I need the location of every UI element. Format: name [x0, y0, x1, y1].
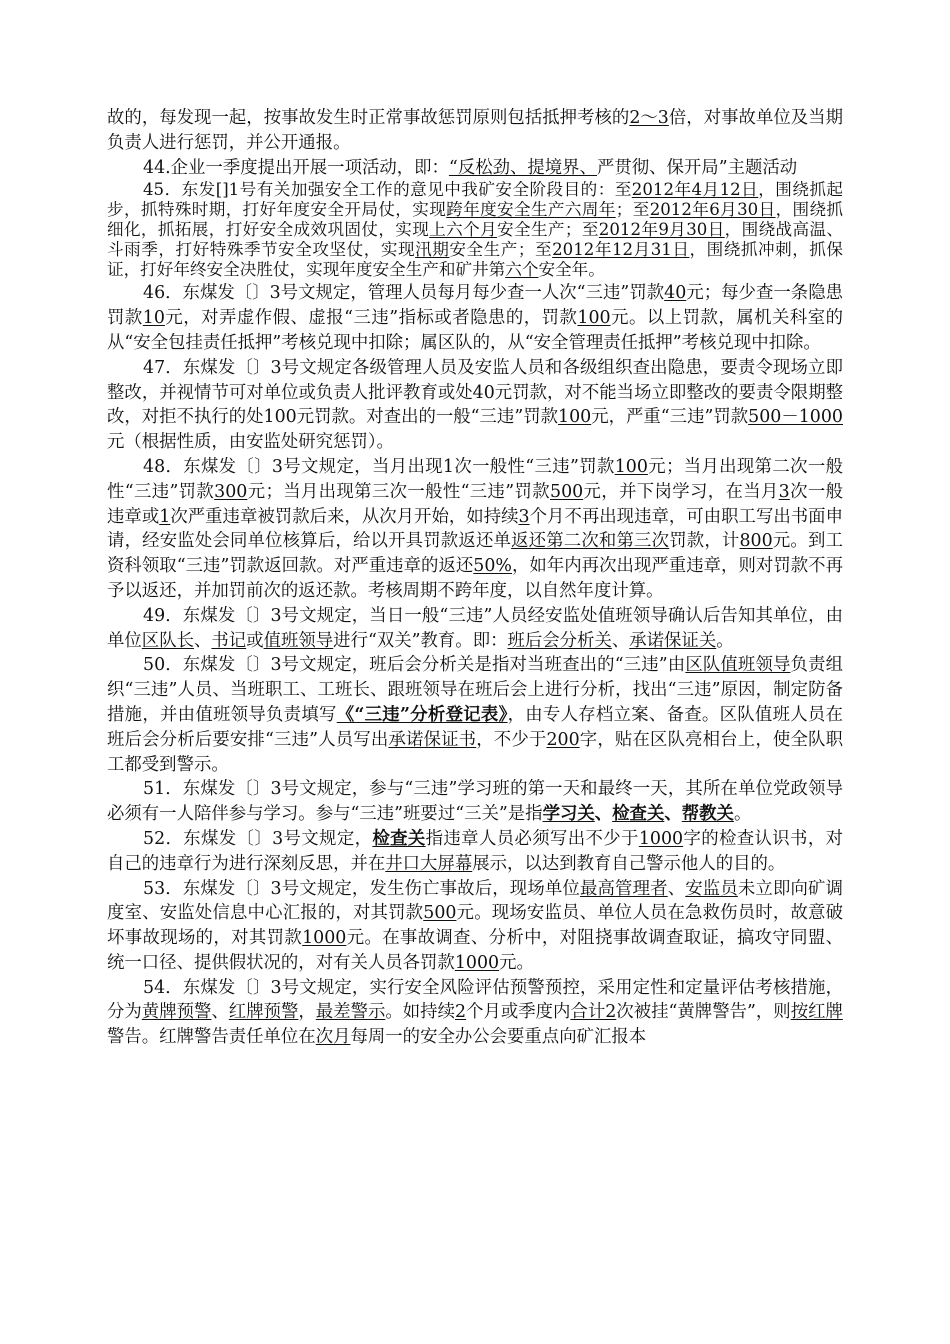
underlined-term: 帮教关	[681, 804, 734, 825]
underlined-term: 上六个月	[429, 219, 498, 239]
underlined-term: 2012年12月31日	[552, 239, 690, 259]
text-run: 或	[246, 630, 264, 651]
underlined-term: 3	[518, 506, 530, 527]
text-run: 49．东煤发〔〕3号文规定，当日一般“三违”人员经安监处值班领导确认后告知其单位，由单位	[107, 605, 843, 651]
paragraph-50	[107, 653, 843, 777]
text-run: 展示，以达到教育自己警示他人的目的。	[472, 853, 786, 874]
underlined-term: 500－1000	[748, 407, 843, 428]
text-run: 次严重违章被罚款后来，从次月开始，如持续	[170, 506, 519, 527]
underlined-term: 汛期	[415, 239, 450, 259]
underlined-term: 50%	[473, 556, 512, 577]
text-run: 47．东煤发〔〕3号文规定各级管理人员及安监人员和各级组织查出隐患，要责令现场立即整改，并视情节可对单位或负责人批评教育或处40元罚款，对不能当场立即整改的要责令限期整改，对拒不执行的处100元罚款。对查出的一般“三违”罚款	[107, 357, 843, 428]
text-run: 安全生产；至	[449, 239, 553, 259]
underlined-term: 检查关	[612, 804, 665, 825]
text-run: 46．东煤发〔〕3号文规定，管理人员每月每少查一人次“三违”罚款	[143, 283, 665, 304]
text-run: 元。到工资科领取“三违”罚款返回款。对严重违章的返还	[107, 531, 843, 577]
text-run: 元（根据性质，由安监处研究惩罚）。	[107, 432, 394, 453]
text-run: 、	[193, 630, 212, 651]
text-run: 元。以上罚款，属机关科室的从“安全包挂责任抵押”考核兑现中扣除；属区队的，从“安全管理责任抵押”考核兑现中扣除。	[107, 308, 843, 353]
paragraph-43	[107, 106, 843, 156]
underlined-term: 合计2	[570, 1002, 617, 1023]
text-run: 元。现场安监员、单位人员在急救伤员时，故意破坏事故现场的，对其罚款	[107, 903, 843, 949]
underlined-term: 最高管理者	[579, 878, 668, 899]
text-run: 安全年。	[538, 259, 605, 279]
underlined-term: 红牌预警	[228, 1002, 299, 1023]
paragraph-46	[107, 281, 843, 355]
text-run: 每周一的安全办公会要重点向矿汇报本	[350, 1027, 647, 1048]
text-run: 、	[211, 1002, 229, 1023]
underlined-term: 安监员	[685, 878, 738, 899]
underlined-term: 区队长	[141, 630, 194, 651]
text-run: 元；当月出现第二次一般性“三违”罚款	[107, 456, 843, 502]
underlined-term: 200	[546, 729, 580, 750]
text-run: 字，贴在区队亮相台上，使全队职工都受到警示。	[107, 729, 843, 775]
underlined-term: 800	[739, 531, 773, 552]
underlined-term: 500	[550, 481, 584, 502]
underlined-term: 学习关	[542, 804, 595, 825]
text-run: 元；每少查一条隐患罚款	[107, 283, 843, 329]
text-run: 警告。红牌警告责任单位在	[107, 1027, 316, 1048]
underlined-term: 2012年9月30日	[598, 219, 725, 239]
paragraph-53	[107, 877, 843, 976]
underlined-term: 承诺保证关	[629, 630, 717, 651]
underlined-term: 300	[214, 481, 248, 502]
text-run: ，不少于	[476, 729, 547, 750]
underlined-term: 六个	[505, 259, 539, 279]
text-run: 、	[664, 804, 682, 825]
underlined-term: 10	[142, 308, 165, 329]
underlined-term: 100	[558, 407, 592, 428]
text-run: 元；当月出现第三次一般性“三违”罚款	[247, 481, 550, 502]
paragraph-45	[107, 180, 843, 279]
underlined-term: 1000	[454, 952, 500, 973]
text-run: 54．东煤发〔〕3号文规定，实行安全风险评估预警预控，采用定性和定量评估考核措施，分为	[107, 977, 843, 1023]
text-run: 。如持续	[385, 1002, 455, 1023]
text-run: ，围绕抓冲刺，抓保证，打好年终安全决胜仗，实现年度安全生产和矿井第	[107, 239, 844, 279]
text-run: 未立即向矿调度室、安监处信息中心汇报的，对其罚款	[107, 878, 843, 924]
text-run: 44.企业一季度提出开展一项活动，即：	[143, 157, 449, 178]
underlined-term: 值班领导	[263, 630, 334, 651]
underlined-term: “反松劲、提境界、	[448, 157, 597, 178]
text-run: 50．东煤发〔〕3号文规定，班后会分析关是指对当班查出的“三违”由	[143, 655, 686, 676]
underlined-term: 2012年6月30日	[649, 200, 776, 220]
text-run: 元。	[499, 952, 534, 973]
text-run: 字的检查认识书，对自己的违章行为进行深刻反思，并在	[107, 828, 843, 874]
text-run: 、	[611, 630, 630, 651]
underlined-term: 1000	[638, 828, 684, 849]
underlined-term: 黄牌预警	[141, 1002, 212, 1023]
text-run: 51．东煤发〔〕3号文规定，参与“三违”学习班的第一天和最终一天，其所在单位党政领导必须有一人陪伴参与学习。参与“三违”班要过“三关”是指	[107, 779, 843, 825]
text-run: ，如年内再次出现严重违章，则对罚款不再予以返还，并加罚前次的返还款。考核周期不跨年度，以自然年度计算。	[107, 556, 843, 601]
text-run: ，	[298, 1002, 316, 1023]
text-run: 进行“双关”教育。即：	[333, 630, 508, 651]
text-run: 个月或季度内	[466, 1002, 571, 1023]
text-run: 52．东煤发〔〕3号文规定，	[143, 828, 373, 849]
text-run: 元，严重“三违”罚款	[591, 407, 749, 428]
underlined-term: 1000	[302, 928, 347, 949]
text-run: 。	[716, 630, 734, 651]
document-page	[107, 106, 843, 1050]
text-run: 负责组织“三违”人员、当班职工、工班长、跟班领导在班后会上进行分析，找出“三违”原因，制定防备措施，并由值班领导负责填写	[107, 655, 843, 725]
underlined-term: 检查关	[372, 828, 426, 849]
text-run: 48．东煤发〔〕3号文规定，当月出现1次一般性“三违”罚款	[143, 456, 615, 477]
underlined-term: 3	[778, 481, 790, 502]
underlined-term: 承诺保证书	[388, 729, 477, 750]
text-run: ，由专人存档立案、备查。区队值班人员在班后会分析后要安排“三违”人员写出	[107, 704, 843, 750]
underlined-term: 跨年度安全生产六周年	[446, 200, 616, 220]
text-run: 元，并下岗学习，在当月	[583, 481, 779, 502]
text-run: 个月不再出现违章，可由职工写出书面申请，经安监处会同单位核算后，给以开具罚款返还单	[107, 506, 843, 552]
underlined-term: 井口大屏幕	[385, 853, 473, 874]
text-run: 53．东煤发〔〕3号文规定，发生伤亡事故后，现场单位	[143, 878, 580, 899]
paragraph-51	[107, 777, 843, 827]
text-run: 元，对弄虚作假、虚报“三违”指标或者隐患的，罚款	[164, 308, 578, 329]
text-run: 、	[594, 804, 613, 825]
underlined-term: 500	[423, 903, 457, 924]
underlined-term: 最差警示	[315, 1002, 386, 1023]
underlined-term: 区队值班领导	[685, 655, 791, 676]
text-run: ，围绕战高温、斗雨季，打好特殊季节安全攻坚仗，实现	[107, 219, 844, 259]
text-run: 安全生产；至	[497, 219, 599, 239]
text-run: 严贯彻、保开局”主题活动	[596, 157, 798, 178]
underlined-term: 次月	[315, 1027, 351, 1048]
text-run: 倍，对事故单位及当期负责人进行惩罚，并公开通报。	[107, 108, 843, 153]
text-run: 次一般违章或	[107, 481, 843, 527]
text-run: 罚款，计	[669, 531, 740, 552]
paragraph-54	[107, 976, 843, 1050]
paragraph-44	[107, 156, 843, 181]
underlined-term: 100	[577, 308, 611, 329]
text-run: 45．东发[]1号有关加强安全工作的意见中我矿安全阶段目的：至	[143, 180, 632, 200]
underlined-term: 40	[664, 283, 687, 304]
paragraph-48	[107, 455, 843, 604]
text-run: 元。在事故调查、分析中，对阻挠事故调查取证，搞攻守同盟、统一口径、提供假状况的，对有关人员各罚款	[107, 928, 843, 973]
underlined-term: 2012年4月12日	[631, 180, 759, 200]
text-run: 次被挂“黄牌警告”，则	[616, 1002, 791, 1023]
underlined-term: 班后会分析关	[507, 630, 612, 651]
underlined-term: 1	[159, 506, 171, 527]
text-run: ；至	[615, 200, 650, 220]
underlined-term: 2～3	[629, 108, 669, 128]
text-run: ，围绕抓细化，抓拓展，打好安全成效巩固仗，实现	[107, 200, 844, 239]
underlined-term: 书记	[211, 630, 247, 651]
text-run: 。	[733, 804, 752, 825]
underlined-term: 返还第二次和第三次	[511, 531, 670, 552]
text-run: ，围绕抓起步，抓特殊时期，打好年度安全开局仗，实现	[107, 180, 844, 220]
text-run: 指违章人员必须写出不少于	[425, 828, 639, 849]
text-run: 故的，每发现一起，按事故发生时正常事故惩罚原则包括抵押考核的	[107, 108, 630, 128]
paragraph-49	[107, 604, 843, 654]
paragraph-47	[107, 356, 843, 455]
underlined-term: 按红牌	[790, 1002, 843, 1023]
text-run: 、	[667, 878, 686, 899]
underlined-term: 《“三违”分析登记表》	[336, 704, 508, 725]
underlined-term: 2	[454, 1002, 467, 1023]
paragraph-52	[107, 827, 843, 877]
underlined-term: 100	[614, 456, 648, 477]
